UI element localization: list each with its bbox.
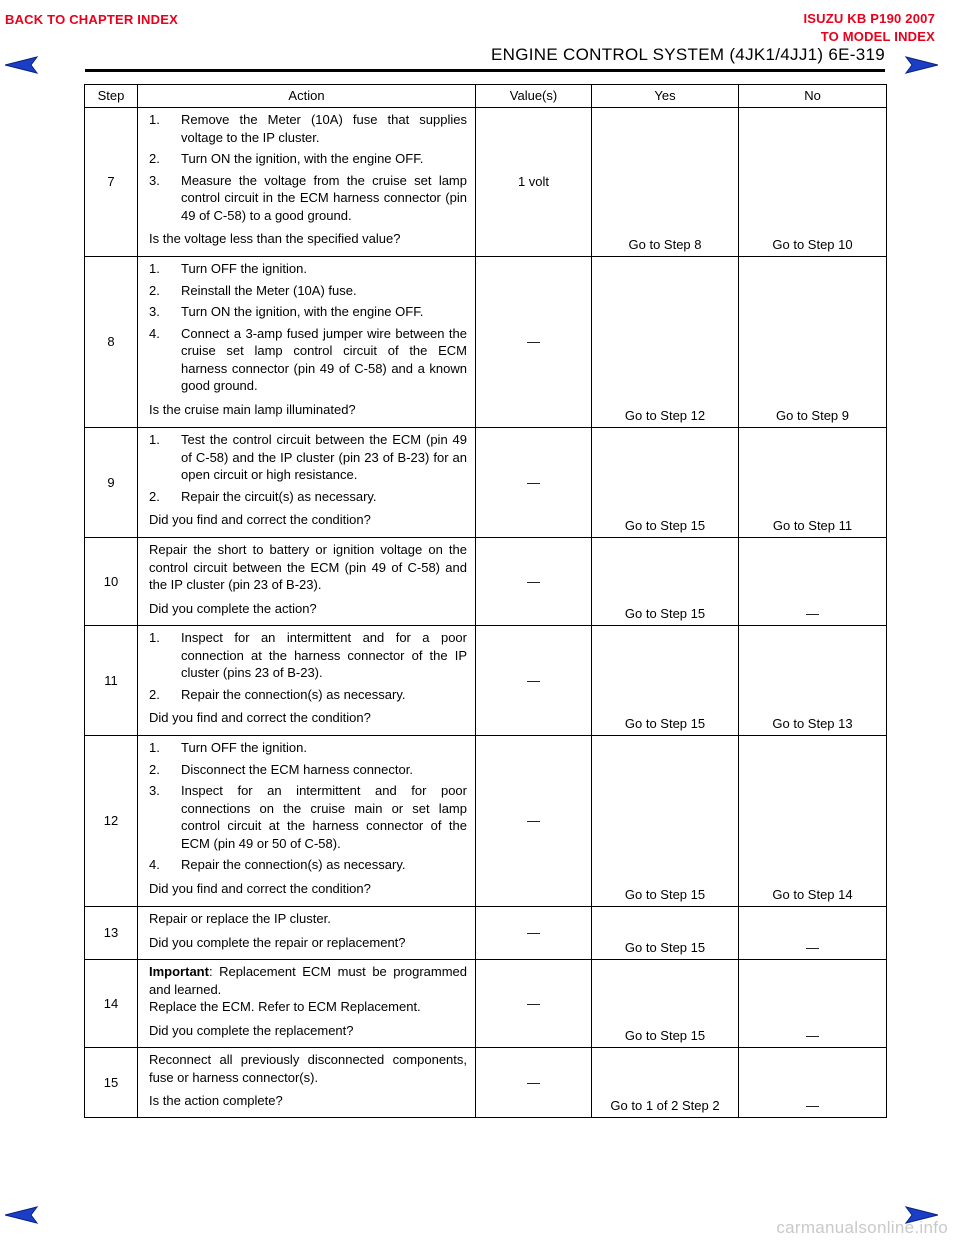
- list-item-text: Turn OFF the ignition.: [181, 261, 307, 276]
- column-header-yes: Yes: [592, 85, 739, 108]
- no-result: Go to Step 9: [739, 257, 887, 428]
- list-item-number: 2.: [149, 761, 160, 777]
- list-item-number: 2.: [149, 282, 160, 298]
- table-row: [85, 1048, 887, 1118]
- list-item: [149, 686, 467, 704]
- list-item-number: 2.: [149, 686, 160, 702]
- yes-result: Go to Step 15: [592, 960, 739, 1048]
- table-row: [85, 538, 887, 626]
- yes-result: Go to Step 15: [592, 538, 739, 626]
- action-question: Is the action complete?: [149, 1093, 283, 1108]
- no-result: Go to Step 14: [739, 736, 887, 907]
- list-item-text: Reinstall the Meter (10A) fuse.: [181, 282, 357, 298]
- step-number: 13: [85, 907, 138, 960]
- watermark: carmanualsonline.info: [776, 1218, 948, 1237]
- list-item: [149, 782, 467, 852]
- action-cell: [138, 538, 476, 626]
- list-item: [149, 488, 467, 506]
- column-header-step: Step: [85, 85, 138, 108]
- list-item-number: 2.: [149, 488, 160, 504]
- page-header-title: ENGINE CONTROL SYSTEM (4JK1/4JJ1) 6E-319: [491, 45, 885, 64]
- list-item-number: 1.: [149, 630, 160, 645]
- list-item-text: Inspect for an intermittent and for a poor connection at the harness connector of the IP cluster (pins 23 of B-23).: [181, 630, 467, 680]
- value-cell: —: [476, 907, 592, 960]
- list-item-text: Turn OFF the ignition.: [181, 740, 307, 755]
- prev-page-bottom-left-arrow-icon[interactable]: [5, 1206, 39, 1224]
- value-cell: —: [476, 736, 592, 907]
- list-item-number: 3.: [149, 304, 160, 319]
- value-cell: —: [476, 1048, 592, 1118]
- important-note: [149, 963, 467, 998]
- list-item-text: Repair the connection(s) as necessary.: [181, 686, 406, 702]
- action-question: Did you find and correct the condition?: [149, 512, 371, 527]
- step-number: 9: [85, 428, 138, 538]
- list-item-number: 3.: [149, 783, 160, 798]
- action-cell: [138, 626, 476, 736]
- action-text: Repair or replace the IP cluster.: [149, 911, 331, 926]
- action-cell: [138, 1048, 476, 1118]
- yes-result: Go to Step 15: [592, 907, 739, 960]
- list-item-text: Turn ON the ignition, with the engine OFF.: [181, 304, 424, 319]
- list-item-text: Test the control circuit between the ECM (pin 49 of C-58) and the IP cluster (pin 23 of B-23) for an open circuit or high resistance.: [181, 432, 467, 482]
- no-result: —: [739, 1048, 887, 1118]
- action-cell: [138, 736, 476, 907]
- list-item-text: Turn ON the ignition, with the engine OFF.: [181, 151, 424, 166]
- list-item-text: Remove the Meter (10A) fuse that supplies voltage to the IP cluster.: [181, 112, 467, 145]
- step-number: 10: [85, 538, 138, 626]
- list-item-number: 1.: [149, 432, 160, 447]
- list-item: [149, 761, 467, 779]
- list-item: [149, 629, 467, 682]
- list-item-number: 4.: [149, 325, 160, 341]
- action-steps-list: [149, 431, 467, 505]
- list-item-text: Repair the circuit(s) as necessary.: [181, 488, 377, 504]
- list-item-number: 3.: [149, 172, 160, 188]
- action-text: Repair the short to battery or ignition voltage on the control circuit between the ECM (pin 49 of C-58) and the IP cluster (pin 23 of B-23).: [149, 542, 467, 592]
- action-steps-list: [149, 629, 467, 703]
- list-item: [149, 282, 467, 300]
- step-number: 11: [85, 626, 138, 736]
- list-item: [149, 325, 467, 395]
- action-cell: [138, 907, 476, 960]
- step-number: 12: [85, 736, 138, 907]
- no-result: —: [739, 960, 887, 1048]
- column-header-values: Value(s): [476, 85, 592, 108]
- value-cell: 1 volt: [476, 108, 592, 257]
- value-cell: —: [476, 428, 592, 538]
- action-cell: [138, 428, 476, 538]
- action-steps-list: [149, 260, 467, 395]
- list-item: [149, 172, 467, 225]
- step-number: 8: [85, 257, 138, 428]
- back-to-chapter-index-link[interactable]: BACK TO CHAPTER INDEX: [5, 12, 178, 27]
- action-question: Did you complete the repair or replacement?: [149, 934, 406, 950]
- table-row: [85, 907, 887, 960]
- to-model-index-link[interactable]: TO MODEL INDEX: [820, 29, 935, 44]
- table-row: [85, 108, 887, 257]
- action-cell: [138, 257, 476, 428]
- action-question: Is the voltage less than the specified value?: [149, 231, 401, 246]
- yes-result: Go to Step 12: [592, 257, 739, 428]
- action-cell: [138, 960, 476, 1048]
- column-header-no: No: [739, 85, 887, 108]
- list-item-text: Inspect for an intermittent and for poor connections on the cruise main or set lamp control circuit at the harness connector of the ECM (pin 49 or 50 of C-58).: [181, 783, 467, 851]
- model-title-link[interactable]: ISUZU KB P190 2007: [803, 11, 935, 26]
- list-item-text: Repair the connection(s) as necessary.: [181, 857, 406, 872]
- action-question: Did you find and correct the condition?: [149, 710, 371, 725]
- next-page-right-arrow-icon[interactable]: [904, 56, 938, 74]
- no-result: Go to Step 10: [739, 108, 887, 257]
- step-number: 15: [85, 1048, 138, 1118]
- list-item-text: Disconnect the ECM harness connector.: [181, 761, 413, 777]
- important-label: Important: [149, 964, 209, 979]
- action-cell: [138, 108, 476, 257]
- action-steps-list: [149, 739, 467, 874]
- action-question: Is the cruise main lamp illuminated?: [149, 401, 356, 417]
- action-question: Did you complete the replacement?: [149, 1022, 354, 1038]
- no-result: Go to Step 13: [739, 626, 887, 736]
- step-number: 14: [85, 960, 138, 1048]
- yes-result: Go to Step 15: [592, 428, 739, 538]
- list-item: [149, 856, 467, 874]
- list-item-number: 1.: [149, 740, 160, 755]
- table-row: [85, 736, 887, 907]
- action-text: Replace the ECM. Refer to ECM Replacement.: [149, 999, 421, 1014]
- no-result: —: [739, 538, 887, 626]
- action-question: Did you complete the action?: [149, 600, 317, 616]
- table-row: [85, 626, 887, 736]
- action-steps-list: [149, 111, 467, 224]
- list-item: [149, 260, 467, 278]
- value-cell: —: [476, 626, 592, 736]
- yes-result: Go to Step 15: [592, 736, 739, 907]
- list-item-number: 4.: [149, 857, 160, 872]
- list-item-number: 1.: [149, 112, 160, 127]
- table-header-row: [85, 85, 887, 108]
- column-header-action: Action: [138, 85, 476, 108]
- table-row: [85, 960, 887, 1048]
- yes-result: Go to Step 15: [592, 626, 739, 736]
- yes-result: Go to Step 8: [592, 108, 739, 257]
- action-question: Did you find and correct the condition?: [149, 880, 371, 896]
- yes-result: Go to 1 of 2 Step 2: [592, 1048, 739, 1118]
- header-rule: [85, 69, 885, 72]
- no-result: Go to Step 11: [739, 428, 887, 538]
- table-row: [85, 257, 887, 428]
- value-cell: —: [476, 257, 592, 428]
- list-item-number: 2.: [149, 151, 160, 166]
- action-text: Reconnect all previously disconnected components, fuse or harness connector(s).: [149, 1052, 467, 1085]
- value-cell: —: [476, 538, 592, 626]
- list-item-text: Connect a 3-amp fused jumper wire between the cruise set lamp control circuit of the ECM harness connector (pin 49 of C-58) and a known good ground.: [181, 325, 467, 393]
- list-item: [149, 739, 467, 757]
- diagnostic-table: [84, 84, 887, 1118]
- step-number: 7: [85, 108, 138, 257]
- important-text: : Replacement ECM must be programmed and learned.: [149, 964, 467, 997]
- table-row: [85, 428, 887, 538]
- value-cell: —: [476, 960, 592, 1048]
- list-item: [149, 111, 467, 146]
- no-result: —: [739, 907, 887, 960]
- list-item: [149, 150, 467, 168]
- list-item-text: Measure the voltage from the cruise set lamp control circuit in the ECM harness connector (pin 49 of C-58) to a good ground.: [181, 172, 467, 223]
- list-item: [149, 431, 467, 484]
- list-item-number: 1.: [149, 261, 160, 276]
- list-item: [149, 303, 467, 321]
